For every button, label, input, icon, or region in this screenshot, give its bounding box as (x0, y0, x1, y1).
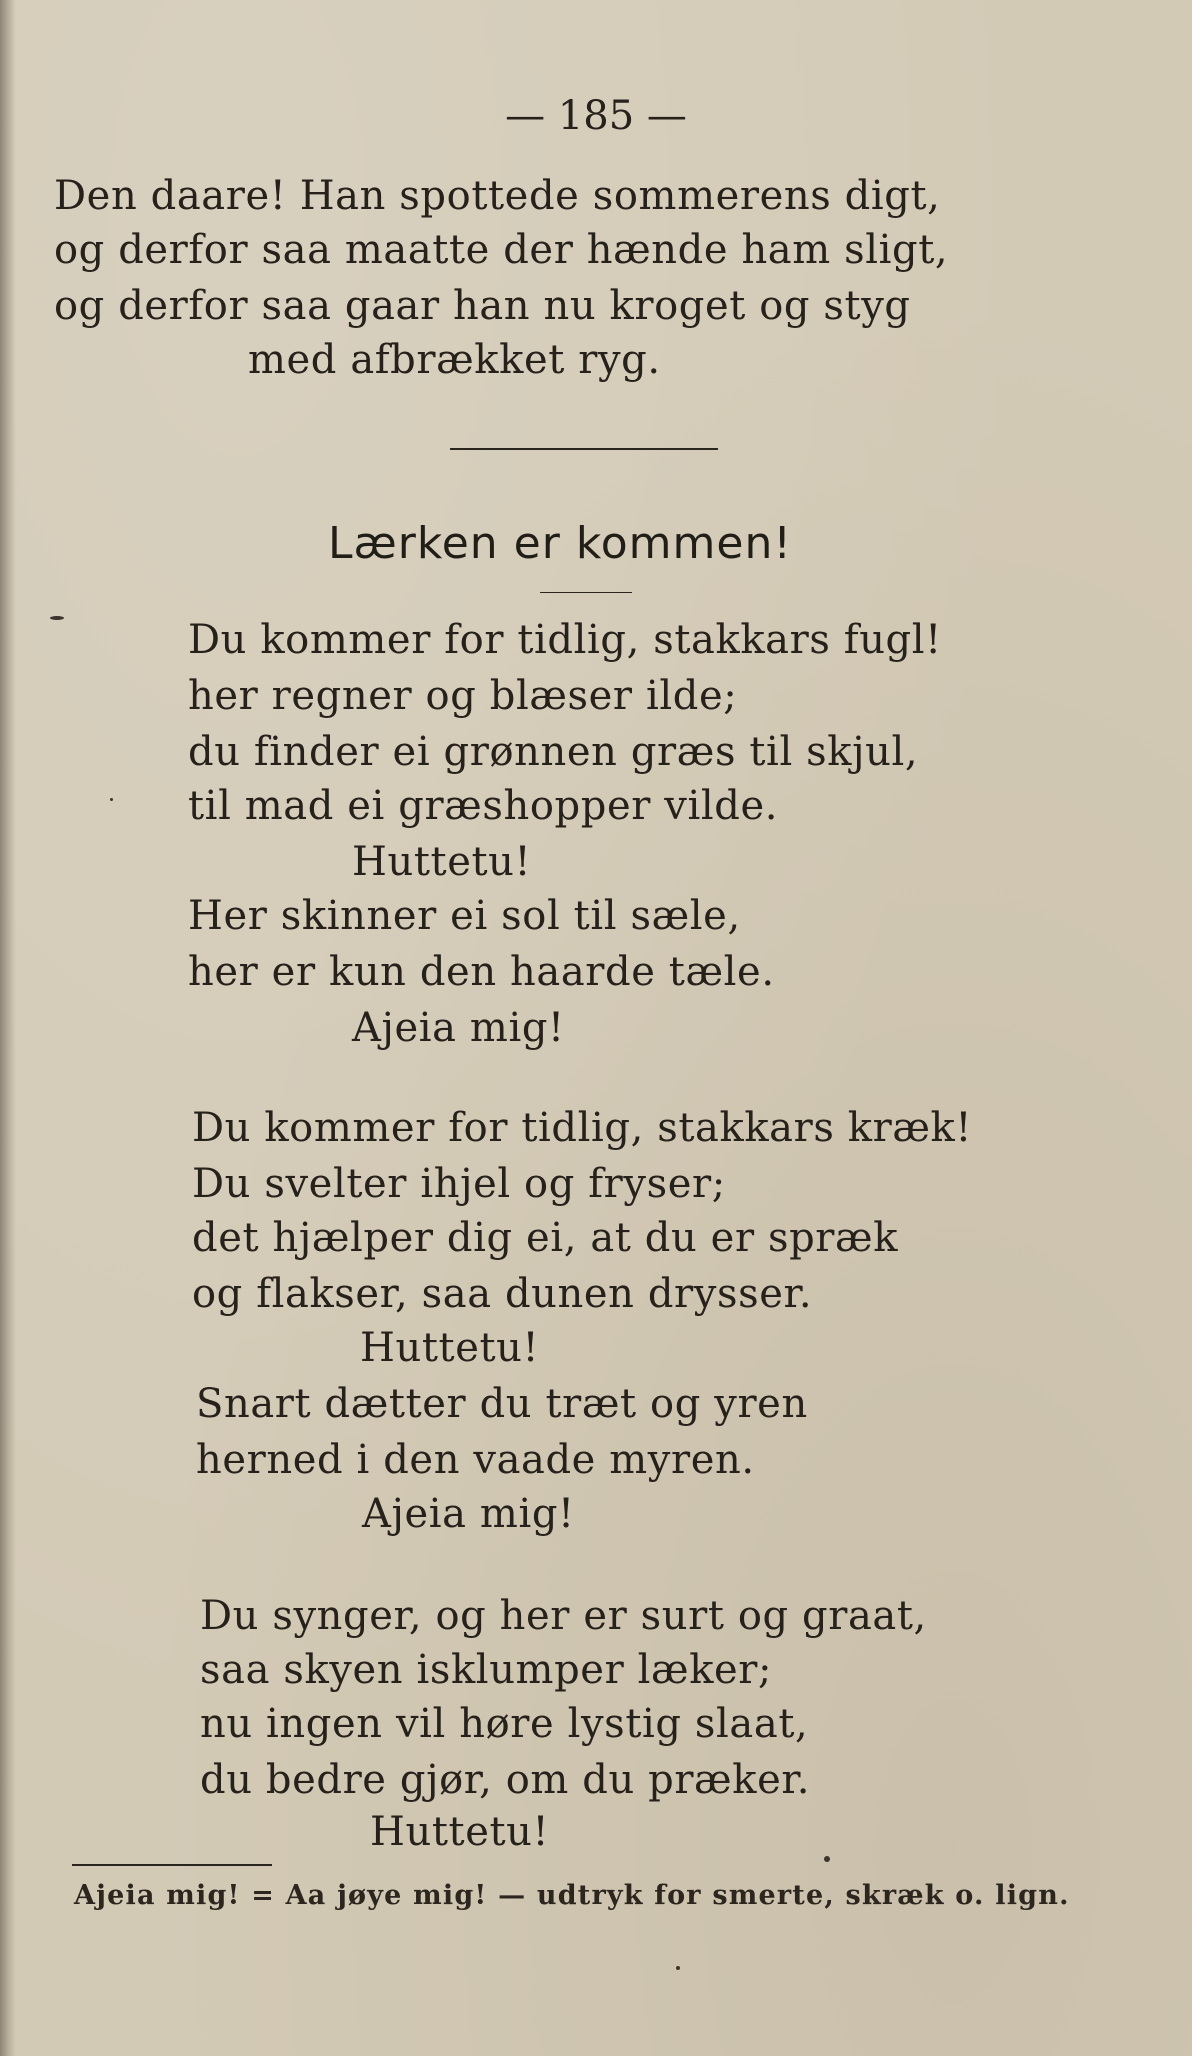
poem-line: det hjælper dig ei, at du er spræk (192, 1215, 899, 1261)
poem-line: Du kommer for tidlig, stakkars fugl! (188, 617, 942, 663)
poem-line: her regner og blæser ilde; (188, 673, 738, 719)
poem-line: her er kun den haarde tæle. (188, 949, 775, 995)
page-binding-edge (0, 0, 16, 2056)
poem-refrain: Ajeia mig! (362, 1491, 575, 1537)
poem-refrain: Huttetu! (352, 839, 532, 885)
page-number: — 185 — (505, 93, 687, 139)
poem-refrain: Ajeia mig! (352, 1005, 565, 1051)
poem-line: nu ingen vil høre lystig slaat, (200, 1701, 809, 1747)
title-underline (540, 592, 632, 593)
opening-line: og derfor saa maatte der hænde ham sligt, (54, 227, 949, 273)
poem-refrain: Huttetu! (360, 1325, 540, 1371)
poem-line: herned i den vaade myren. (196, 1437, 755, 1483)
paper-speck (110, 798, 113, 801)
poem-line: du bedre gjør, om du præker. (200, 1757, 811, 1803)
paper-speck (824, 1856, 830, 1862)
poem-line: Du synger, og her er surt og graat, (200, 1593, 927, 1639)
opening-line: og derfor saa gaar han nu kroget og styg (54, 283, 911, 329)
poem-line: Snart dætter du træt og yren (196, 1381, 808, 1427)
poem-line: Her skinner ei sol til sæle, (188, 893, 741, 939)
poem-line: saa skyen isklumper læker; (200, 1647, 773, 1693)
paper-speck (676, 1966, 680, 1970)
poem-line: du finder ei grønnen græs til skjul, (188, 729, 919, 775)
opening-line: med afbrækket ryg. (248, 337, 661, 383)
poem-line: og flakser, saa dunen drysser. (192, 1271, 813, 1317)
footnote: Ajeia mig! = Aa jøye mig! — udtryk for smerte, skræk o. lign. (74, 1880, 1070, 1911)
poem-line: Du svelter ihjel og fryser; (192, 1161, 726, 1207)
footnote-rule (72, 1864, 272, 1866)
opening-line: Den daare! Han spottede sommerens digt, (54, 173, 941, 219)
poem-line: Du kommer for tidlig, stakkars kræk! (192, 1105, 973, 1151)
poem-title: Lærken er kommen! (328, 518, 792, 569)
section-divider (450, 448, 718, 450)
paper-speck (50, 616, 64, 620)
poem-refrain: Huttetu! (370, 1809, 550, 1855)
poem-line: til mad ei græshopper vilde. (188, 783, 779, 829)
